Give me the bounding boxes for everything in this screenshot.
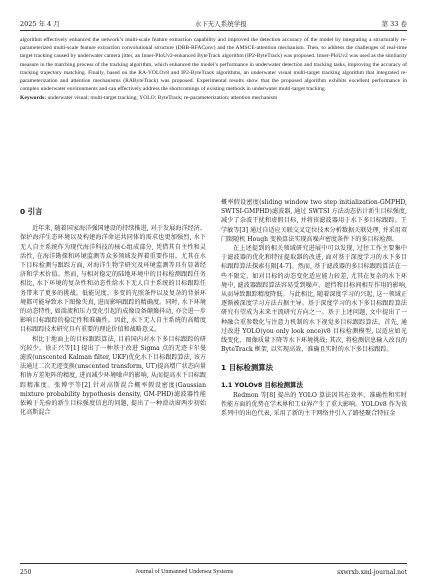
footer-website: sxwrxb.xml-journal.net — [337, 568, 407, 576]
right-column — [221, 198, 407, 418]
intro-paragraph-1: 近年来, 随着国家海洋强国建设的持续推进, 对于发展海洋经济、保护海洋生态环境以及构建海洋命运共同体的需求也更加强烈, 水下无人自主系统作为现代海洋科技的核心组成部分, 凭借其自主性和灵活性, 在海洋勘探和环境监测等众多领域发挥着重要作用。尤其在水下目标检测与跟踪方面, 对海洋生物学研究及环境监测等具有显著经济和学术价值。然而, 与相对稳定的陆地环境中的目标检测跟踪任务相比, 水下环境的复杂性和动态性给水下无人自主系统的目标跟踪任务带来了更多的挑战。低能见度、多变的光照条件以及复杂的背景环境都可能导致水下图像失真, 进而影响跟踪的精确度。同时, 水下环境的动态特性, 如湍流和压力变化引起的成像设备颠簸抖动, 亦会进一步影响目标跟踪的稳定性和准确性。因此, 水下无人自主系统的高精度目标跟踪技术研究具有重要的理论价值和战略意义。 — [20, 225, 206, 334]
running-header — [20, 12, 407, 31]
section-title-intro: 0 引言 — [20, 207, 43, 216]
keywords-text: underwater visual; multi-target tracking; YOLO; ByteTrack; re-parameterization; attention mechanism — [46, 95, 278, 102]
left-column — [20, 198, 206, 417]
header-date: 2025 年 4 月 — [20, 20, 60, 28]
abstract-text: algorithm effectively enhanced the network’s multi-scale feature extraction capability and improved the detection accuracy of the model by integrating a structurally re-parameterized multi-scale feature extraction convolutional structure (DBB-RFAConv) and the AMSCE-attention mechanism. Then, to address the challenges of real-time target tracking caused by underwater camera jitter, an Inner-PIoUv2-enhanced ByteTrack algorithm (IP2-ByteTrack) was proposed. Inner-PIoUv2 was used as the similarity measure in the matching process of the tracking algorithm, which enhanced the model’s performance in underwater detection and tracking tasks, improving the accuracy of tracking trajectory matching. Finally, based on the RA-YOLOv8 and IP2-ByteTrack algorithms, an underwater visual multi-target tracking algorithm that integrated re-parameterization and attention mechanisms (RAByteTrack) was proposed. Experimental results show that the proposed algorithm exhibits excellent performance in complex underwater environments and can effectively address the shortcomings of existing methods in underwater multi-target tracking. — [20, 37, 407, 93]
intro-paragraph-2: 相比于地面上的目标跟踪算法, 目前国内对水下多目标跟踪的研究较少。徐正兴等[1] 提出了一种基于改进 Sigma 点的无迹卡尔曼滤波(unscented Kalman filter, UKF)优化水下目标跟踪算法, 该方法通过二次无迹变换(unscented transform, UT)提高增广状态向量和协方差矩阵的精度, 进而减少环境噪声的影响, 从而提高水下目标跟踪精准度。张博宇等[2] 针对高斯混合概率假设密度(Gaussian mixture probability hypothesis density, GM-PHD)滤波器性能依赖于先验的新生目标强度信息的问题, 提出了一种滑动窗两步初始化高斯混合 — [20, 335, 206, 417]
right-paragraph-1: 概率假设密度(sliding window two step initialization-GMPHD, SWTSI-GMPHD)滤波器, 通过 SWTSI 方法动态估计新生目标强度, 减少了杂波干扰和虚假目标, 并将该滤波器用于水下多目标跟踪。王学敏等[3] 通过自适应关联交叉定位技术分析数据关联处理, 并采用双门限随机 Hough 变换算法实现高噪声密度条件下的多目标检测。 — [221, 199, 407, 243]
section-title-detection: 1 目标检测算法 — [221, 363, 274, 373]
page-number: 250 — [20, 568, 32, 576]
footer-journal-name: Journal of Unmanned Undersea Systems — [135, 569, 234, 575]
header-volume: 第 33 卷 — [381, 20, 407, 28]
keywords-label: Keywords: — [20, 95, 47, 102]
right-paragraph-3: Redmon 等[8] 提出的 YOLO 算法因其在效率、准确性和实时性能方面的优势在学术界和工业界产生了重大影响。YOLOv8 作为该系列中的出色代表, 采用了新的主干网络并引入了路径聚合特征金 — [221, 391, 407, 418]
keywords-line — [20, 94, 407, 102]
running-footer — [20, 563, 407, 578]
abstract-block — [20, 36, 407, 103]
subsection-title-yolov8: 1.1 YOLOv8 目标检测算法 — [221, 380, 303, 389]
right-paragraph-2: 在上述提到的相关领域研究进展中可以发现, 过往工作主要集中于滤波器的优化和特征提取器的改进, 面对基于深度学习的水下多目标跟踪算法探索有限[4-7]。然而, 基于滤波器的多目标跟踪算法在一些不限定、如对目标的动态变化适应能力较差, 尤其在复杂的水下环境中, 滤波器跟踪算法容易受到噪声、遮挡和目标间相互作用的影响, 从而导致跟踪精度降低。与此相比, 随着深度学习的兴起, 这一领域正逐渐被深度学习方法占据主导。基于深度学习的水下多目标跟踪算法研究有望成为未来主流研究方向之一。基于上述问题, 文中提出了一种融合重参数化与注意力机制的水下视觉多目标跟踪算法。首先, 通过改进 YOLO(you only look once)v8 目标检测模型, 以适应如光线变化、图像质量下降等水下环境挑战; 其次, 将检测信息输入改良的 ByteTrack 框架, 以实现高效、准确且实时的水下多目标跟踪。 — [221, 245, 407, 354]
header-journal-title: 水下无人系统学报 — [194, 20, 247, 28]
